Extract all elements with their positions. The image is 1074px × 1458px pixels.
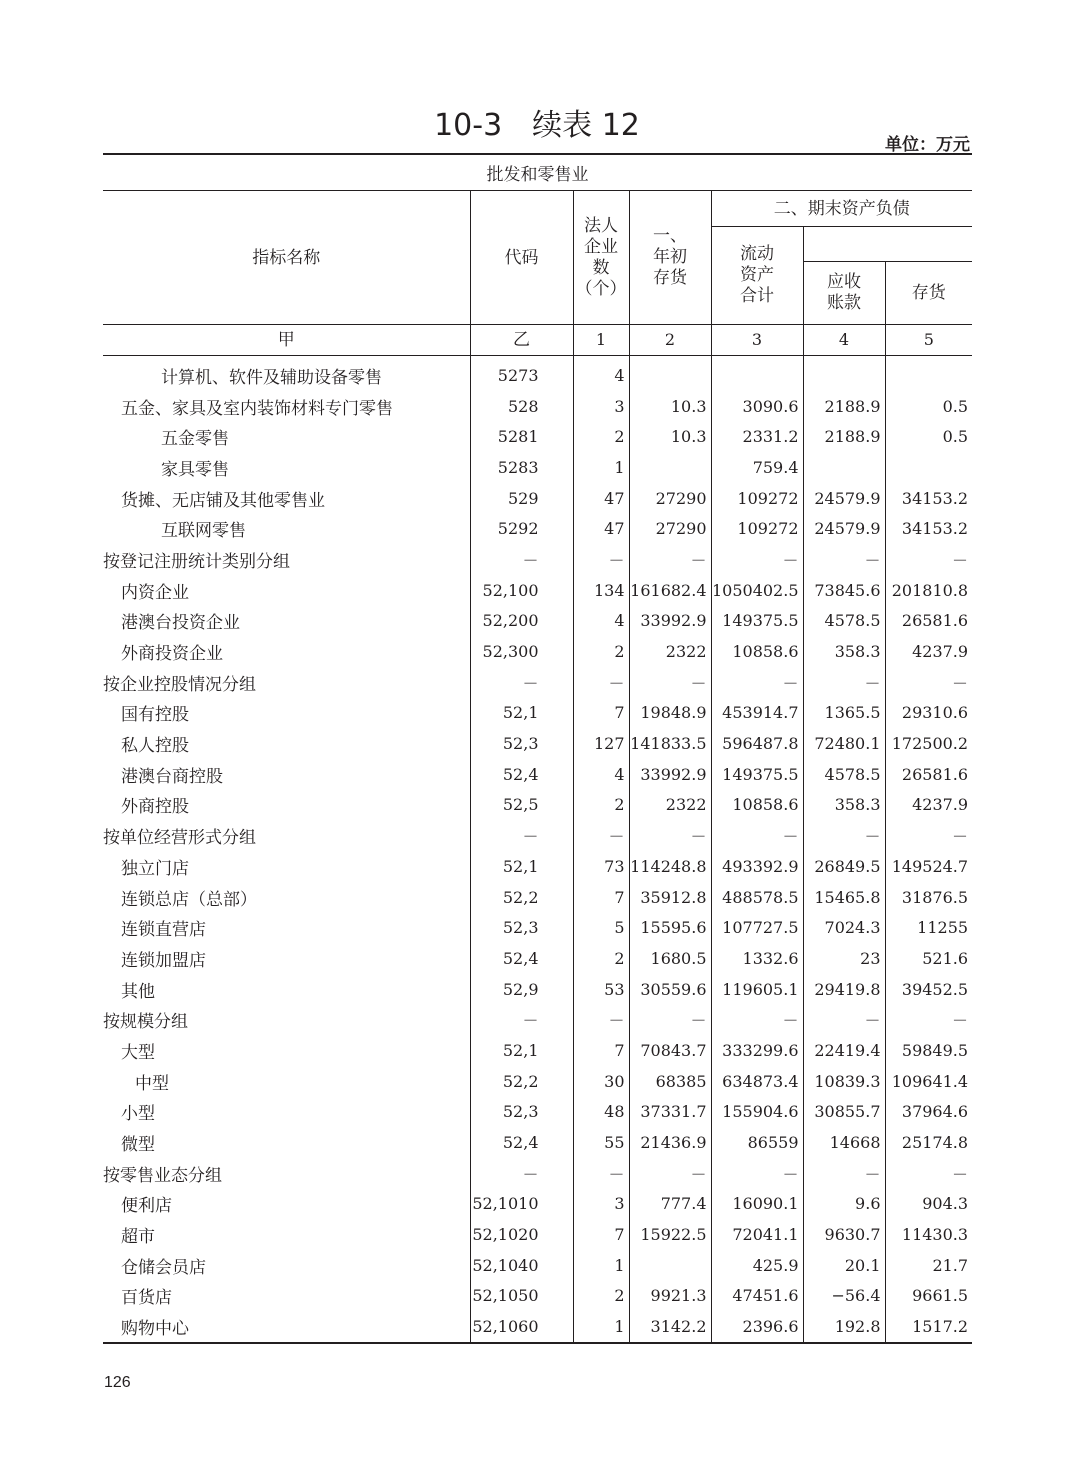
table-row xyxy=(103,636,972,667)
current-assets-cell: 119605.1 xyxy=(711,974,803,1005)
current-assets-cell: 155904.6 xyxy=(711,1097,803,1128)
inventory-cell xyxy=(885,356,972,391)
current-assets-cell: 86559 xyxy=(711,1127,803,1158)
current-assets-cell: 149375.5 xyxy=(711,606,803,637)
receivables-cell: 30855.7 xyxy=(803,1097,885,1128)
beginning-inventory-cell: 9921.3 xyxy=(629,1281,711,1312)
beginning-inventory-cell: 33992.9 xyxy=(629,759,711,790)
current-assets-cell: － xyxy=(711,667,803,698)
receivables-cell: 2188.9 xyxy=(803,391,885,422)
row-name-cell: 内资企业 xyxy=(121,582,189,603)
col-header-end-assets: 二、期末资产负债 xyxy=(711,191,972,227)
row-name-cell: 按登记注册统计类别分组 xyxy=(103,551,290,572)
table-row xyxy=(103,943,972,974)
beginning-inventory-cell: 2322 xyxy=(629,636,711,667)
current-assets-cell: 2396.6 xyxy=(711,1311,803,1343)
beginning-inventory-cell xyxy=(629,452,711,483)
beginning-inventory-cell: 2322 xyxy=(629,790,711,821)
current-assets-cell: － xyxy=(711,1004,803,1035)
firms-cell: 4 xyxy=(573,759,629,790)
beginning-inventory-cell: 27290 xyxy=(629,513,711,544)
code-cell: － xyxy=(470,1158,573,1189)
row-name-cell: 按规模分组 xyxy=(103,1012,188,1033)
page-number: 126 xyxy=(104,1374,131,1391)
firms-cell: 53 xyxy=(573,974,629,1005)
inventory-cell: 34153.2 xyxy=(885,513,972,544)
firms-cell: 55 xyxy=(573,1127,629,1158)
table-title: 10-3 续表 12 xyxy=(434,108,640,143)
table-row xyxy=(103,820,972,851)
code-cell: 528 xyxy=(470,391,573,422)
code-cell: 529 xyxy=(470,483,573,514)
code-cell: 5273 xyxy=(470,356,573,391)
receivables-cell: 1365.5 xyxy=(803,698,885,729)
receivables-cell: 192.8 xyxy=(803,1311,885,1343)
index-cell: 1 xyxy=(573,325,629,356)
table-row xyxy=(103,606,972,637)
inventory-cell: 9661.5 xyxy=(885,1281,972,1312)
inventory-cell: 26581.6 xyxy=(885,759,972,790)
table-row xyxy=(103,1311,972,1343)
row-name-cell: 私人控股 xyxy=(121,736,189,757)
table-row xyxy=(103,790,972,821)
inventory-cell: 4237.9 xyxy=(885,790,972,821)
table-row xyxy=(103,1189,972,1220)
beg-inv-header-line: 年初 xyxy=(653,247,687,267)
beginning-inventory-cell: 114248.8 xyxy=(629,851,711,882)
current-assets-cell: 453914.7 xyxy=(711,698,803,729)
unit-label: 单位：万元 xyxy=(885,135,970,155)
beginning-inventory-cell: 30559.6 xyxy=(629,974,711,1005)
receivables-cell: 15465.8 xyxy=(803,882,885,913)
index-cell: 2 xyxy=(629,325,711,356)
code-cell: 52,3 xyxy=(470,1097,573,1128)
inventory-cell: 0.5 xyxy=(885,421,972,452)
receivables-cell: － xyxy=(803,667,885,698)
beginning-inventory-cell: 10.3 xyxy=(629,421,711,452)
beginning-inventory-cell: － xyxy=(629,667,711,698)
receivables-cell: 4578.5 xyxy=(803,606,885,637)
firms-cell: － xyxy=(573,667,629,698)
receivables-cell: － xyxy=(803,1158,885,1189)
receivables-cell xyxy=(803,452,885,483)
row-name-cell: 便利店 xyxy=(121,1196,172,1217)
firms-header-line: 法人 xyxy=(584,215,618,236)
table-row xyxy=(103,544,972,575)
beginning-inventory-cell: 27290 xyxy=(629,483,711,514)
receivables-cell: 4578.5 xyxy=(803,759,885,790)
table-row xyxy=(103,1281,972,1312)
current-assets-cell: － xyxy=(711,544,803,575)
receivables-cell: 24579.9 xyxy=(803,513,885,544)
firms-header-line: （个） xyxy=(575,278,627,299)
cur-assets-header-line: 合计 xyxy=(740,286,774,306)
receivables-cell: 29419.8 xyxy=(803,974,885,1005)
beginning-inventory-cell: － xyxy=(629,820,711,851)
code-cell: 52,100 xyxy=(470,575,573,606)
firms-cell: － xyxy=(573,544,629,575)
inventory-cell: 201810.8 xyxy=(885,575,972,606)
beginning-inventory-cell: － xyxy=(629,1158,711,1189)
firms-cell: － xyxy=(573,1158,629,1189)
inventory-cell: 904.3 xyxy=(885,1189,972,1220)
current-assets-cell: 149375.5 xyxy=(711,759,803,790)
beginning-inventory-cell: 68385 xyxy=(629,1066,711,1097)
beginning-inventory-cell: 35912.8 xyxy=(629,882,711,913)
col-header-code: 代码 xyxy=(470,191,573,325)
cur-assets-header-line: 流动 xyxy=(740,244,774,264)
table-row xyxy=(103,667,972,698)
col-header-current-assets xyxy=(711,227,803,325)
current-assets-cell: 10858.6 xyxy=(711,790,803,821)
inventory-cell: 31876.5 xyxy=(885,882,972,913)
code-cell: 52,4 xyxy=(470,759,573,790)
table-row xyxy=(103,698,972,729)
inventory-cell: － xyxy=(885,820,972,851)
code-cell: 52,1 xyxy=(470,1035,573,1066)
firms-cell: 4 xyxy=(573,606,629,637)
inventory-cell: 37964.6 xyxy=(885,1097,972,1128)
index-cell: 4 xyxy=(803,325,885,356)
firms-cell: 7 xyxy=(573,698,629,729)
firms-cell: 7 xyxy=(573,1035,629,1066)
row-name-cell: 家具零售 xyxy=(161,459,229,480)
table-row xyxy=(103,421,972,452)
row-name-cell: 货摊、无店铺及其他零售业 xyxy=(121,490,325,511)
table-row xyxy=(103,1158,972,1189)
row-name-cell: 国有控股 xyxy=(121,705,189,726)
firms-header-line: 企业 xyxy=(584,236,618,257)
firms-cell: 1 xyxy=(573,452,629,483)
index-cell: 3 xyxy=(711,325,803,356)
code-cell: 52,1 xyxy=(470,698,573,729)
current-assets-cell: 759.4 xyxy=(711,452,803,483)
row-name-cell: 港澳台商控股 xyxy=(121,766,223,787)
row-name-cell: 超市 xyxy=(121,1227,155,1248)
receivables-cell: 72480.1 xyxy=(803,728,885,759)
table-row xyxy=(103,1219,972,1250)
beginning-inventory-cell: 37331.7 xyxy=(629,1097,711,1128)
receivables-cell: 20.1 xyxy=(803,1250,885,1281)
firms-cell: 7 xyxy=(573,882,629,913)
row-name-cell: 百货店 xyxy=(121,1288,172,1309)
firms-cell: － xyxy=(573,1004,629,1035)
firms-cell: 5 xyxy=(573,912,629,943)
beginning-inventory-cell: 10.3 xyxy=(629,391,711,422)
col-header-name: 指标名称 xyxy=(103,191,470,325)
statistics-table xyxy=(103,153,972,1344)
inventory-cell: 11430.3 xyxy=(885,1219,972,1250)
receivables-header-line: 账款 xyxy=(827,293,861,313)
beginning-inventory-cell: 19848.9 xyxy=(629,698,711,729)
col-header-beginning-inventory xyxy=(629,191,711,325)
current-assets-cell: 47451.6 xyxy=(711,1281,803,1312)
beginning-inventory-cell: 21436.9 xyxy=(629,1127,711,1158)
row-name-cell: 中型 xyxy=(135,1073,169,1094)
firms-cell: 47 xyxy=(573,483,629,514)
code-cell: 52,1060 xyxy=(470,1311,573,1343)
code-cell: 52,1 xyxy=(470,851,573,882)
firms-cell: 2 xyxy=(573,421,629,452)
firms-cell: 4 xyxy=(573,356,629,391)
inventory-cell: 149524.7 xyxy=(885,851,972,882)
firms-cell: 2 xyxy=(573,790,629,821)
index-cell: 乙 xyxy=(470,325,573,356)
receivables-cell: 26849.5 xyxy=(803,851,885,882)
receivables-cell: 358.3 xyxy=(803,790,885,821)
current-assets-cell: 107727.5 xyxy=(711,912,803,943)
code-cell: 52,3 xyxy=(470,912,573,943)
col-header-inventory: 存货 xyxy=(885,262,972,325)
beginning-inventory-cell: 33992.9 xyxy=(629,606,711,637)
row-name-cell: 按单位经营形式分组 xyxy=(103,828,256,849)
current-assets-cell: 10858.6 xyxy=(711,636,803,667)
receivables-cell xyxy=(803,356,885,391)
receivables-cell: 10839.3 xyxy=(803,1066,885,1097)
row-name-cell: 仓储会员店 xyxy=(121,1257,206,1278)
beginning-inventory-cell: 777.4 xyxy=(629,1189,711,1220)
current-assets-cell: － xyxy=(711,820,803,851)
receivables-cell: 9.6 xyxy=(803,1189,885,1220)
row-name-cell: 港澳台投资企业 xyxy=(121,613,240,634)
inventory-cell: － xyxy=(885,544,972,575)
beg-inv-header-line: 存货 xyxy=(653,268,687,288)
row-name-cell: 连锁总店（总部） xyxy=(121,889,257,910)
row-name-cell: 连锁直营店 xyxy=(121,920,206,941)
current-assets-cell xyxy=(711,356,803,391)
firms-cell: 47 xyxy=(573,513,629,544)
code-cell: 52,3 xyxy=(470,728,573,759)
firms-cell: 3 xyxy=(573,1189,629,1220)
current-assets-cell: 425.9 xyxy=(711,1250,803,1281)
code-cell: － xyxy=(470,667,573,698)
current-assets-cell: 109272 xyxy=(711,483,803,514)
firms-cell: 127 xyxy=(573,728,629,759)
inventory-cell: 39452.5 xyxy=(885,974,972,1005)
receivables-cell: 358.3 xyxy=(803,636,885,667)
row-name-cell: 互联网零售 xyxy=(161,521,246,542)
inventory-cell: 26581.6 xyxy=(885,606,972,637)
inventory-cell: － xyxy=(885,1004,972,1035)
beginning-inventory-cell: 15595.6 xyxy=(629,912,711,943)
table-row xyxy=(103,483,972,514)
beginning-inventory-cell: 141833.5 xyxy=(629,728,711,759)
table-row xyxy=(103,1066,972,1097)
current-assets-cell: 596487.8 xyxy=(711,728,803,759)
row-name-cell: 五金零售 xyxy=(161,429,229,450)
code-cell: 5281 xyxy=(470,421,573,452)
receivables-cell: 22419.4 xyxy=(803,1035,885,1066)
row-name-cell: 按企业控股情况分组 xyxy=(103,674,256,695)
table-row xyxy=(103,759,972,790)
table-row xyxy=(103,912,972,943)
inventory-cell: － xyxy=(885,667,972,698)
code-cell: 5283 xyxy=(470,452,573,483)
row-name-cell: 其他 xyxy=(121,981,155,1002)
code-cell: － xyxy=(470,820,573,851)
inventory-cell: 59849.5 xyxy=(885,1035,972,1066)
inventory-cell: 21.7 xyxy=(885,1250,972,1281)
code-cell: 52,300 xyxy=(470,636,573,667)
current-assets-cell: 1050402.5 xyxy=(711,575,803,606)
firms-header-line: 数 xyxy=(592,257,610,278)
firms-cell: 134 xyxy=(573,575,629,606)
current-assets-cell: 488578.5 xyxy=(711,882,803,913)
inventory-cell: 109641.4 xyxy=(885,1066,972,1097)
table-row xyxy=(103,851,972,882)
row-name-cell: 连锁加盟店 xyxy=(121,950,206,971)
category-header: 批发和零售业 xyxy=(103,154,972,191)
table-row xyxy=(103,1035,972,1066)
receivables-cell: － xyxy=(803,1004,885,1035)
receivables-cell: 73845.6 xyxy=(803,575,885,606)
current-assets-cell: 109272 xyxy=(711,513,803,544)
receivables-cell: 24579.9 xyxy=(803,483,885,514)
code-cell: － xyxy=(470,544,573,575)
code-cell: 52,2 xyxy=(470,882,573,913)
current-assets-cell: 1332.6 xyxy=(711,943,803,974)
receivables-cell: 14668 xyxy=(803,1127,885,1158)
inventory-cell: 11255 xyxy=(885,912,972,943)
inventory-cell: 1517.2 xyxy=(885,1311,972,1343)
current-assets-cell: 2331.2 xyxy=(711,421,803,452)
current-assets-cell: 3090.6 xyxy=(711,391,803,422)
current-assets-cell: 72041.1 xyxy=(711,1219,803,1250)
table-row xyxy=(103,1097,972,1128)
row-name-cell: 按零售业态分组 xyxy=(103,1165,222,1186)
code-cell: 52,2 xyxy=(470,1066,573,1097)
inventory-cell: 25174.8 xyxy=(885,1127,972,1158)
beginning-inventory-cell: － xyxy=(629,544,711,575)
code-cell: 52,1040 xyxy=(470,1250,573,1281)
receivables-cell: 9630.7 xyxy=(803,1219,885,1250)
firms-cell: 2 xyxy=(573,943,629,974)
row-name-cell: 五金、家具及室内装饰材料专门零售 xyxy=(121,398,393,419)
beginning-inventory-cell: 70843.7 xyxy=(629,1035,711,1066)
beginning-inventory-cell: 15922.5 xyxy=(629,1219,711,1250)
firms-cell: 2 xyxy=(573,636,629,667)
firms-cell: 2 xyxy=(573,1281,629,1312)
cur-assets-header-line: 资产 xyxy=(740,265,774,285)
table-body xyxy=(103,356,972,1344)
row-name-cell: 外商投资企业 xyxy=(121,644,223,665)
table-header xyxy=(103,154,972,356)
current-assets-cell: 333299.6 xyxy=(711,1035,803,1066)
firms-cell: 3 xyxy=(573,391,629,422)
beginning-inventory-cell: 1680.5 xyxy=(629,943,711,974)
table-row xyxy=(103,513,972,544)
firms-cell: 7 xyxy=(573,1219,629,1250)
table-row xyxy=(103,1250,972,1281)
beg-inv-header-line: 一、 xyxy=(653,226,687,246)
col-header-blank xyxy=(803,227,972,262)
inventory-cell xyxy=(885,452,972,483)
table-row xyxy=(103,391,972,422)
table-row xyxy=(103,356,972,391)
inventory-cell: 521.6 xyxy=(885,943,972,974)
inventory-cell: 172500.2 xyxy=(885,728,972,759)
index-cell: 5 xyxy=(885,325,972,356)
code-cell: 52,1020 xyxy=(470,1219,573,1250)
table-row xyxy=(103,882,972,913)
firms-cell: － xyxy=(573,820,629,851)
receivables-header-line: 应收 xyxy=(827,272,861,292)
col-header-firms xyxy=(573,191,629,325)
current-assets-cell: － xyxy=(711,1158,803,1189)
row-name-cell: 外商控股 xyxy=(121,797,189,818)
table-row xyxy=(103,1127,972,1158)
inventory-cell: 34153.2 xyxy=(885,483,972,514)
code-cell: － xyxy=(470,1004,573,1035)
table-row xyxy=(103,728,972,759)
beginning-inventory-cell xyxy=(629,1250,711,1281)
code-cell: 5292 xyxy=(470,513,573,544)
row-name-cell: 小型 xyxy=(121,1104,155,1125)
table-row xyxy=(103,974,972,1005)
row-name-cell: 大型 xyxy=(121,1042,155,1063)
code-cell: 52,9 xyxy=(470,974,573,1005)
inventory-cell: － xyxy=(885,1158,972,1189)
table-row xyxy=(103,452,972,483)
receivables-cell: － xyxy=(803,820,885,851)
row-name-cell: 独立门店 xyxy=(121,858,189,879)
current-assets-cell: 493392.9 xyxy=(711,851,803,882)
inventory-cell: 29310.6 xyxy=(885,698,972,729)
code-cell: 52,200 xyxy=(470,606,573,637)
firms-cell: 1 xyxy=(573,1250,629,1281)
row-name-cell: 计算机、软件及辅助设备零售 xyxy=(161,367,382,388)
col-header-receivables xyxy=(803,262,885,325)
row-name-cell: 微型 xyxy=(121,1135,155,1156)
code-cell: 52,4 xyxy=(470,1127,573,1158)
receivables-cell: 7024.3 xyxy=(803,912,885,943)
beginning-inventory-cell: 3142.2 xyxy=(629,1311,711,1343)
current-assets-cell: 634873.4 xyxy=(711,1066,803,1097)
receivables-cell: −56.4 xyxy=(803,1281,885,1312)
code-cell: 52,1010 xyxy=(470,1189,573,1220)
index-cell: 甲 xyxy=(103,325,470,356)
row-name-cell: 购物中心 xyxy=(103,1311,470,1343)
inventory-cell: 4237.9 xyxy=(885,636,972,667)
beginning-inventory-cell xyxy=(629,356,711,391)
firms-cell: 73 xyxy=(573,851,629,882)
inventory-cell: 0.5 xyxy=(885,391,972,422)
receivables-cell: － xyxy=(803,544,885,575)
receivables-cell: 2188.9 xyxy=(803,421,885,452)
current-assets-cell: 16090.1 xyxy=(711,1189,803,1220)
beginning-inventory-cell: 161682.4 xyxy=(629,575,711,606)
firms-cell: 30 xyxy=(573,1066,629,1097)
code-cell: 52,5 xyxy=(470,790,573,821)
firms-cell: 1 xyxy=(573,1311,629,1343)
code-cell: 52,1050 xyxy=(470,1281,573,1312)
table-row xyxy=(103,1004,972,1035)
table-row xyxy=(103,575,972,606)
receivables-cell: 23 xyxy=(803,943,885,974)
firms-cell: 48 xyxy=(573,1097,629,1128)
beginning-inventory-cell: － xyxy=(629,1004,711,1035)
code-cell: 52,4 xyxy=(470,943,573,974)
